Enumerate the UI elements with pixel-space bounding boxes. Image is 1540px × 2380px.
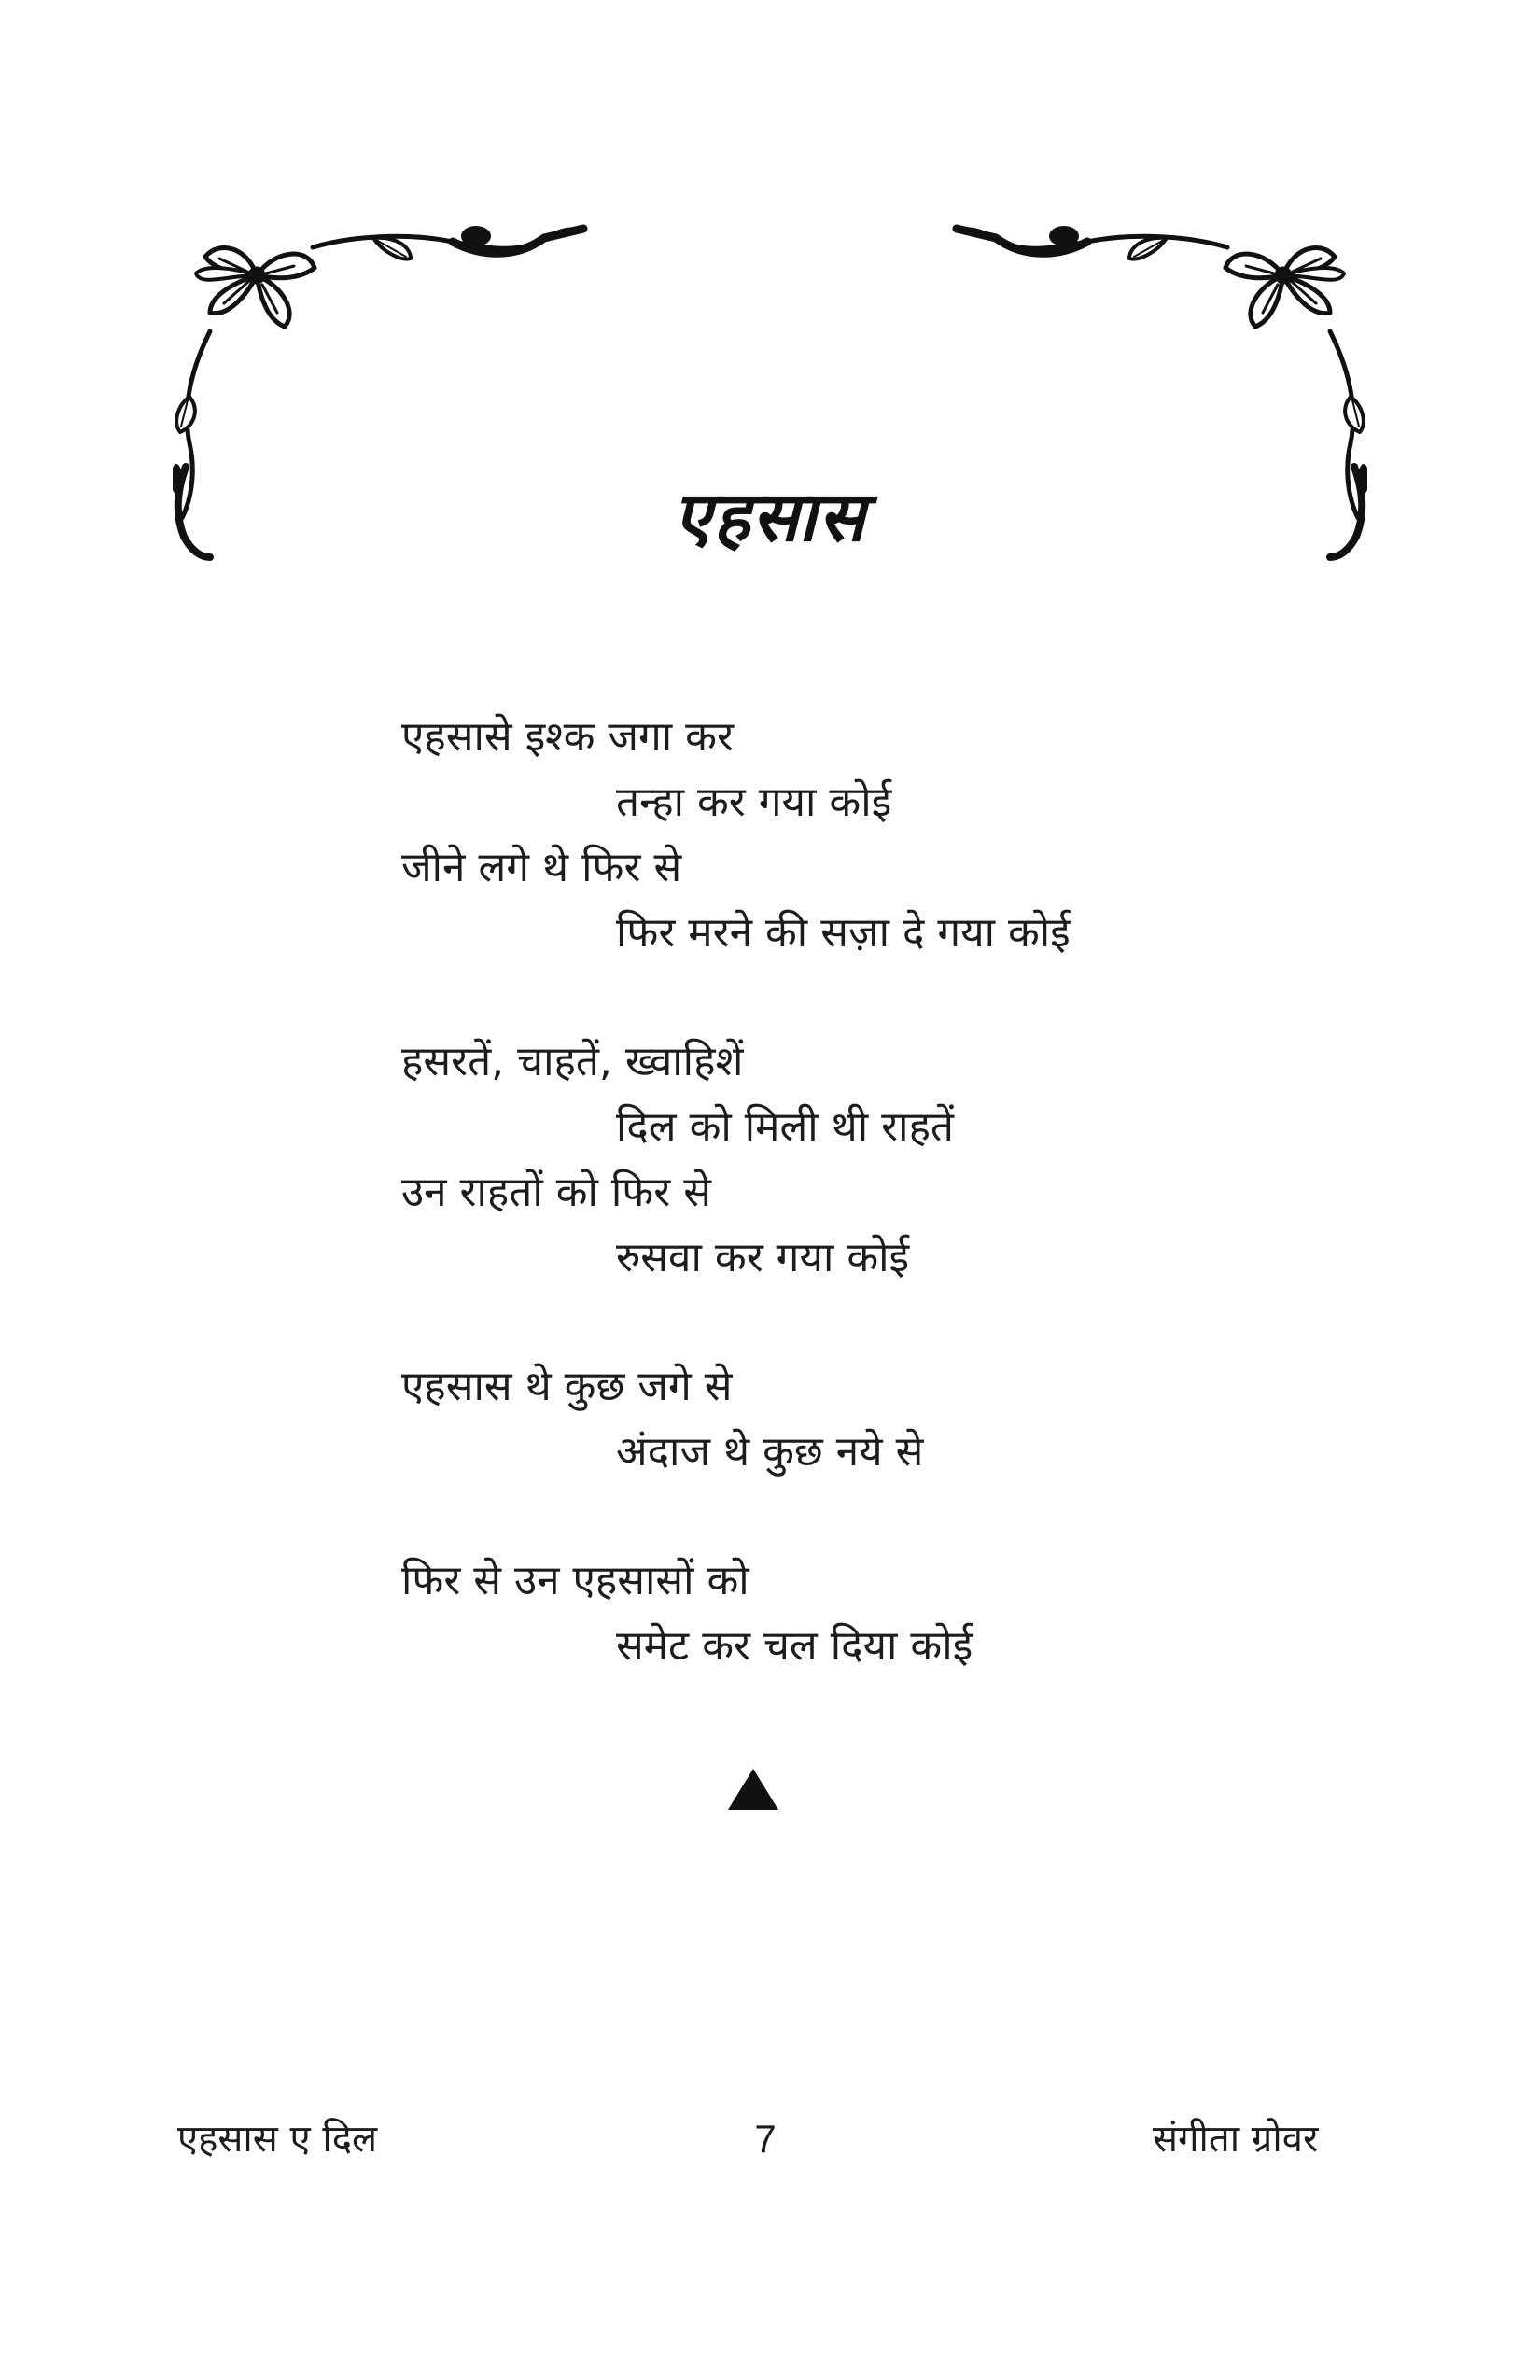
footer-author: संगीता ग्रोवर xyxy=(1153,2118,1319,2161)
footer-book-title: एहसास ए दिल xyxy=(177,2118,378,2161)
poem-line: एहसासे इश्क जगा कर xyxy=(401,713,734,761)
triangle-up-icon xyxy=(728,1769,778,1810)
poem-line: एहसास थे कुछ जगे से xyxy=(401,1363,733,1410)
stanza-4 xyxy=(401,1548,1335,1679)
poem-line: जीने लगे थे फिर से xyxy=(401,844,682,891)
poem-body xyxy=(401,705,1335,1743)
stanza-2 xyxy=(401,1029,1335,1291)
poem-line: अंदाज थे कुछ नये से xyxy=(616,1428,924,1476)
page-number: 7 xyxy=(754,2117,777,2161)
poem-line: फिर मरने की सज़ा दे गया कोई xyxy=(616,909,1071,957)
stanza-1 xyxy=(401,705,1335,966)
poem-line: रुसवा कर गया कोई xyxy=(616,1234,910,1281)
poem-line: समेट कर चल दिया कोई xyxy=(616,1622,973,1670)
poem-line: हसरतें, चाहतें, ख्वाहिशें xyxy=(401,1038,744,1085)
poem-line: फिर से उन एहसासों को xyxy=(401,1557,749,1604)
poem-line: तन्हा कर गया कोई xyxy=(616,778,892,826)
poem-title: एहसास xyxy=(673,477,867,557)
poem-line: दिल को मिली थी राहतें xyxy=(616,1103,955,1151)
poem-line: उन राहतों को फिर से xyxy=(401,1169,711,1216)
stanza-3 xyxy=(401,1354,1335,1485)
